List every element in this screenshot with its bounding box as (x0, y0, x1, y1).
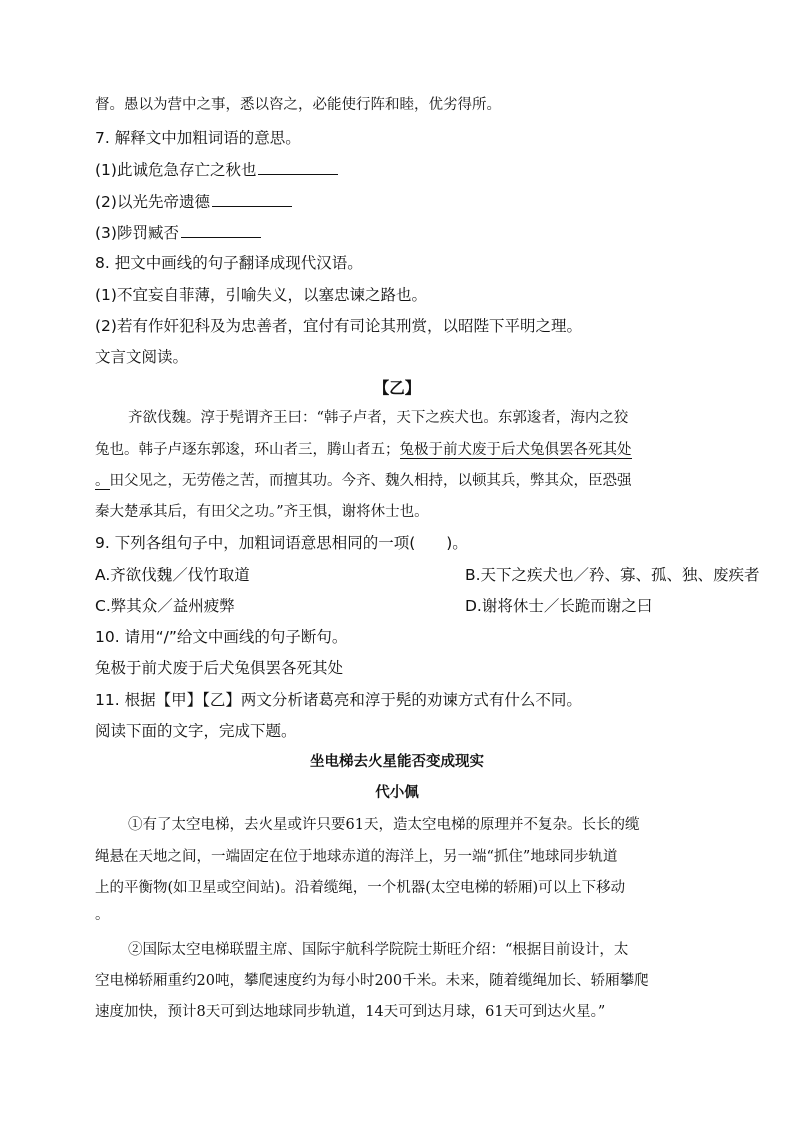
question-9-options-row (95, 565, 760, 585)
question-7-item-1 (95, 159, 338, 180)
item-text: (3)陟罚臧否 (95, 224, 179, 242)
passage-yi-title: 【乙】 (373, 379, 421, 397)
option-a[interactable]: A.齐欲伐魏／伐竹取道 (95, 566, 250, 584)
section-heading: 文言文阅读。 (95, 348, 189, 366)
answer-blank[interactable] (258, 159, 338, 175)
article-author: 代小佩 (375, 784, 419, 801)
question-7-item-2 (95, 191, 292, 212)
question-8-item-1: (1)不宜妄自菲薄，引喻失义，以塞忠谏之路也。 (95, 286, 427, 304)
article-line: 速度加快，预计8天可到达地球同步轨道，14天可到达月球，61天可到达火星。” (95, 1004, 606, 1020)
item-text: (1)此诚危急存亡之秋也 (95, 161, 257, 179)
question-7: 7. 解释文中加粗词语的意思。 (95, 129, 301, 147)
article-line: 上的平衡物(如卫星或空间站)。沿着缆绳，一个机器(太空电梯的轿厢)可以上下移动 (95, 880, 626, 896)
question-11: 11. 根据【甲】【乙】两文分析诸葛亮和淳于髡的劝谏方式有什么不同。 (95, 691, 582, 709)
article-line: 绳悬在天地之间，一端固定在位于地球赤道的海洋上，另一端“抓住”地球同步轨道 (95, 849, 618, 865)
option-b[interactable]: B.天下之疾犬也／矜、寡、孤、独、废疾者 (465, 566, 760, 584)
option-d[interactable]: D.谢将休士／长跪而谢之曰 (465, 597, 653, 615)
answer-blank[interactable] (212, 191, 292, 207)
question-8: 8. 把文中画线的句子翻译成现代汉语。 (95, 254, 363, 272)
article-line: ②国际太空电梯联盟主席、国际宇航科学院院士斯旺介绍：“根据目前设计，太 (128, 942, 629, 958)
answer-blank[interactable] (181, 222, 261, 238)
item-text: (2)以光先帝遗德 (95, 193, 210, 211)
question-10: 10. 请用“/”给文中画线的句子断句。 (95, 628, 348, 646)
question-8-item-2: (2)若有作奸犯科及为忠善者，宜付有司论其刑赏，以昭陛下平明之理。 (95, 317, 582, 335)
question-9-options-row (95, 596, 653, 616)
passage-text: 田父见之，无劳倦之苦，而擅其功。今齐、魏久相持，以顿其兵，弊其众，臣恐强 (109, 473, 632, 489)
question-7-item-3 (95, 222, 261, 243)
underlined-sentence: 兔极于前犬废于后犬兔俱罢各死其处 (399, 442, 632, 458)
article-line: ①有了太空电梯，去火星或许只要61天，造太空电梯的原理并不复杂。长长的缆 (128, 817, 640, 833)
passage-text: 兔也。韩子卢逐东郭逡，环山者三，腾山者五； (95, 442, 400, 458)
article-line: 空电梯轿厢重约20吨，攀爬速度约为每小时200千米。未来，随着缆绳加长、轿厢攀爬 (95, 973, 649, 989)
article-title: 坐电梯去火星能否变成现实 (310, 753, 484, 770)
underlined-sentence-end: 。 (95, 473, 110, 489)
passage-line (95, 471, 632, 491)
option-c[interactable]: C.弊其众／益州疲弊 (95, 597, 235, 615)
passage-line (95, 440, 632, 460)
text-line: 督。愚以为营中之事，悉以咨之，必能使行阵和睦，优劣得所。 (95, 97, 501, 113)
article-line: 。 (95, 907, 110, 923)
question-9: 9. 下列各组句子中，加粗词语意思相同的一项( )。 (95, 534, 468, 552)
passage-line: 秦大楚承其后，有田父之功。”齐王惧，谢将休士也。 (95, 504, 429, 520)
question-10-sentence: 兔极于前犬废于后犬兔俱罢各死其处 (95, 659, 344, 677)
passage-line: 齐欲伐魏。淳于髡谓齐王曰：“韩子卢者，天下之疾犬也。东郭逡者，海内之狡 (128, 410, 629, 426)
reading-instruction: 阅读下面的文字，完成下题。 (95, 722, 297, 740)
